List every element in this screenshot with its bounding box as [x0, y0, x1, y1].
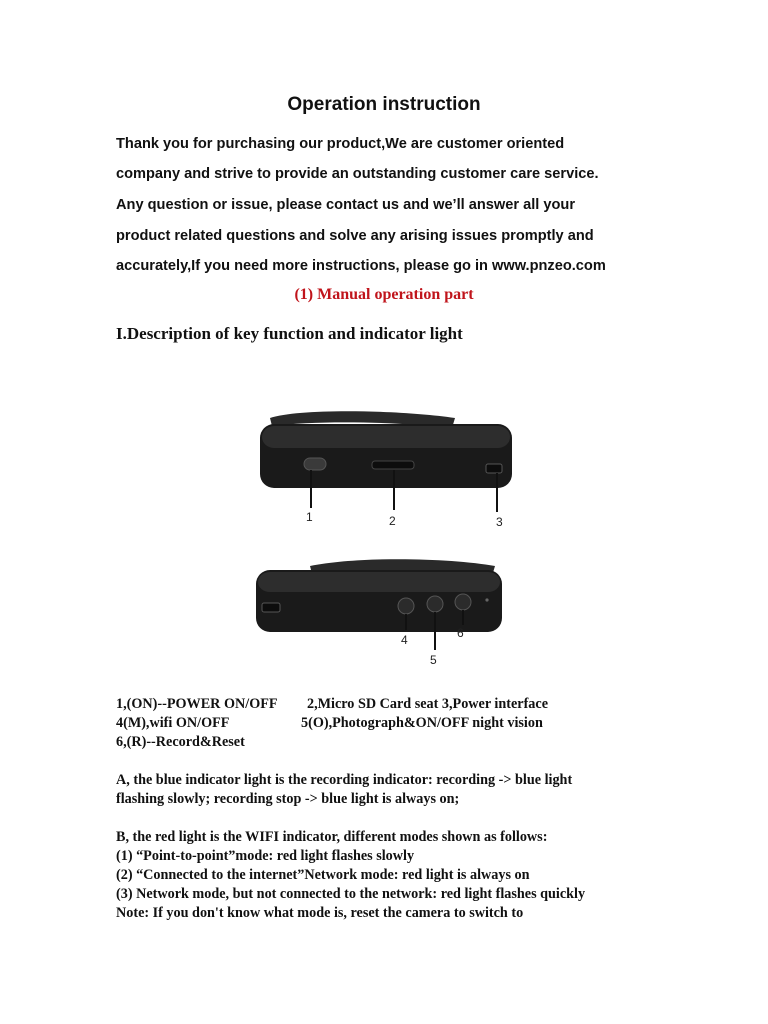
key-6: 6,(R)--Record&Reset	[116, 734, 245, 750]
button-4	[398, 598, 414, 614]
label-6: 6	[457, 626, 464, 640]
label-3: 3	[496, 515, 503, 529]
intro-line: Thank you for purchasing our product,We are customer oriented	[116, 136, 565, 152]
page-title: Operation instruction	[287, 94, 481, 115]
para-a-line: A, the blue indicator light is the recording indicator: recording -> blue light	[116, 772, 573, 788]
label-2: 2	[389, 514, 396, 528]
para-b-line: Note: If you don't know what mode is, reset the camera to switch to	[116, 905, 524, 921]
section-title: (1) Manual operation part	[294, 286, 474, 303]
para-b-line: B, the red light is the WIFI indicator, different modes shown as follows:	[116, 829, 548, 845]
sd-card-slot	[372, 461, 414, 469]
button-5	[427, 596, 443, 612]
section-heading: I.Description of key function and indicator light	[116, 324, 463, 343]
label-5: 5	[430, 653, 437, 667]
intro-line: company and strive to provide an outstanding customer care service.	[116, 166, 599, 182]
device-bottom-view	[256, 559, 502, 667]
para-b-line: (2) “Connected to the internet”Network mode: red light is always on	[116, 867, 530, 883]
power-button	[304, 458, 326, 470]
key-1: 1,(ON)--POWER ON/OFF	[116, 696, 278, 712]
label-1: 1	[306, 510, 313, 524]
intro-line: accurately,If you need more instructions, please go in www.pnzeo.com	[116, 258, 606, 274]
key-4: 4(M),wifi ON/OFF	[116, 715, 230, 731]
label-4: 4	[401, 633, 408, 647]
device-top-view	[260, 411, 512, 529]
para-b-line: (3) Network mode, but not connected to the network: red light flashes quickly	[116, 886, 586, 902]
key-5: 5(O),Photograph&ON/OFF night vision	[301, 715, 543, 731]
key-2: 2,Micro SD Card seat 3,Power interface	[307, 696, 548, 712]
para-a-line: flashing slowly; recording stop -> blue light is always on;	[116, 791, 460, 807]
intro-line: product related questions and solve any arising issues promptly and	[116, 228, 594, 244]
para-b-line: (1) “Point-to-point”mode: red light flashes slowly	[116, 848, 415, 864]
power-port	[486, 464, 502, 473]
intro-line: Any question or issue, please contact us and we’ll answer all your	[116, 197, 576, 213]
button-6	[455, 594, 471, 610]
